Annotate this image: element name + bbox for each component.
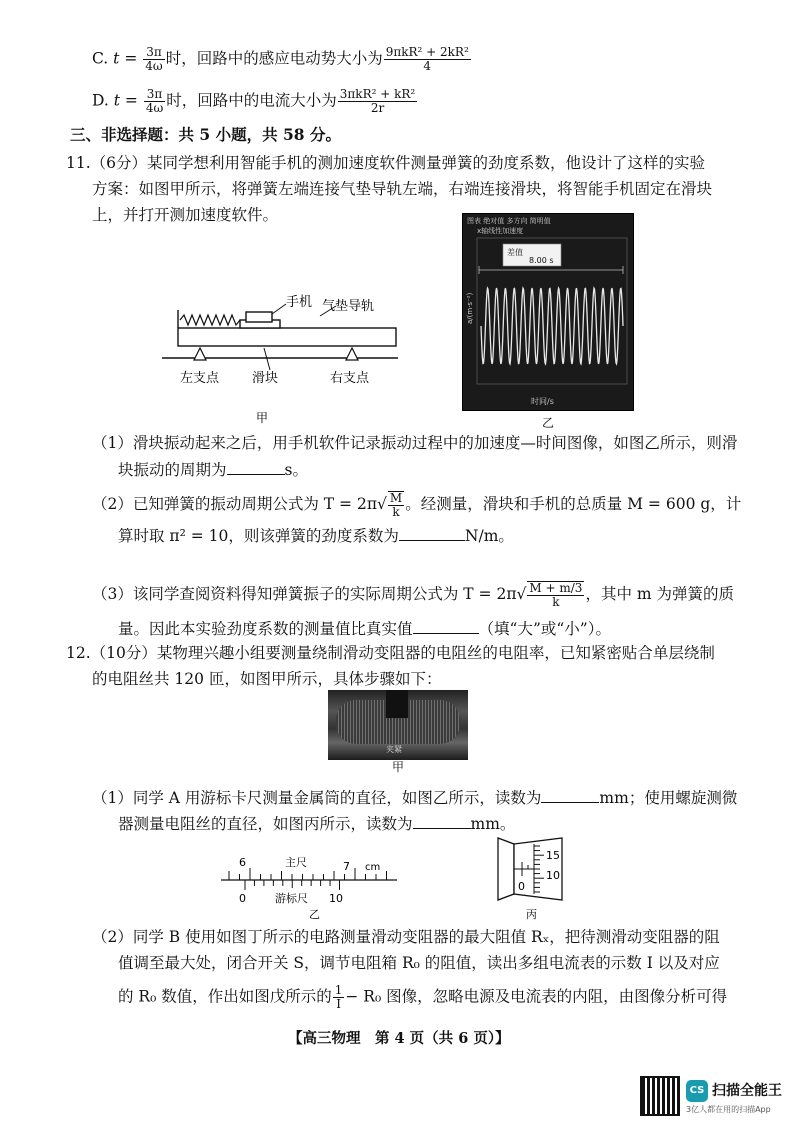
q11-part2-line1: （2）已知弹簧的振动周期公式为 T = 2π√ $\frac{M}{k}$ 。经测量，滑块和手机的总质量 M = 600 g，计 [92, 491, 742, 519]
answer-blank-compare[interactable] [413, 617, 479, 634]
section-heading: 三、非选择题：共 5 小题，共 58 分。 [70, 125, 341, 144]
acceleration-wave [481, 288, 623, 364]
caliper-vernier-10: 10 [329, 892, 343, 905]
label-slider: 滑块 [252, 371, 279, 386]
qr-code-icon [640, 1076, 680, 1116]
q12-part2-line2: 值调至最大处，闭合开关 S，调节电阻箱 R₀ 的阻值，读出多组电流表的示数 I 以及对应 [118, 954, 720, 972]
acceleration-plot [463, 214, 633, 410]
label-right-support: 右支点 [330, 371, 370, 386]
micrometer-zero: 0 [518, 880, 525, 893]
caliper-vernier-0: 0 [239, 892, 246, 905]
answer-blank-micrometer[interactable] [413, 812, 471, 829]
phone-ylabel: a/(m·s⁻²) [466, 292, 474, 324]
answer-blank-period[interactable] [227, 458, 285, 475]
figure-vernier-caliper [215, 848, 405, 920]
scanner-watermark [640, 1072, 796, 1120]
q11-part3-line2: 量。因此本实验劲度系数的测量值比真实值 （填“大”或“小”）。 [118, 617, 611, 640]
q11-part1-line1: （1）滑块振动起来之后，用手机软件记录振动过程中的加速度—时间图像，如图乙所示，则滑 [92, 434, 738, 452]
watermark-subtitle: 3亿人都在用的扫描App [686, 1105, 771, 1114]
figure-rheostat-photo [328, 690, 468, 760]
caption-caliper: 乙 [309, 908, 320, 920]
label-left-support: 左支点 [180, 371, 220, 386]
q11-part1-line2: 块振动的周期为 s。 [118, 458, 308, 481]
figure-phone-graph [462, 213, 634, 411]
caliper-main-7: 7 [343, 860, 350, 873]
option-d: D. t = $\frac{3\pi}{4\omega}$ 时，回路中的电流大小为 $\frac{\text{3πkR² + kR²}}{2r}$ [92, 87, 416, 115]
caption-micrometer: 丙 [526, 908, 537, 921]
phone-xlabel: 时间/s [531, 397, 554, 406]
figure-air-track [140, 290, 420, 425]
cs-logo-icon: CS [686, 1080, 708, 1102]
option-c: C. t = $\frac{3\pi}{4\omega}$ 时，回路中的感应电动势大小为 $\frac{\text{9πkR² + 2kR²}}{4}$ [92, 45, 469, 73]
photo-inner-label: 夹紧 [386, 745, 402, 754]
micrometer-15: 15 [546, 849, 560, 862]
q12-line2: 的电阻丝共 120 匝，如图甲所示，具体步骤如下： [92, 670, 442, 688]
caliper-main-label: 主尺 [285, 856, 307, 869]
label-rail: 气垫导轨 [322, 299, 375, 314]
q11-line1: 11.（6分）某同学想利用智能手机的测加速度软件测量弹簧的劲度系数，他设计了这样的实验 [66, 154, 706, 172]
q12-part1-line1: （1）同学 A 用游标卡尺测量金属筒的直径，如图乙所示，读数为 mm；使用螺旋测微 [92, 786, 737, 809]
q11-line2: 方案：如图甲所示，将弹簧左端连接气垫导轨左端，右端连接滑块，将智能手机固定在滑块 [92, 180, 713, 198]
phone-subtitle: x轴线性加速度 [477, 227, 524, 235]
caliper-main-6: 6 [239, 856, 246, 869]
micrometer-10: 10 [546, 869, 560, 882]
answer-blank-stiffness[interactable] [399, 524, 465, 541]
q12-part1-line2: 器测量电阻丝的直径，如图丙所示，读数为 mm。 [118, 812, 515, 835]
diff-label: 差值 [507, 248, 523, 257]
q12-line1: 12.（10分）某物理兴趣小组要测量绕制滑动变阻器的电阻丝的电阻率，已知紧密贴合单层绕制 [66, 644, 715, 662]
caption-photo-jia: 甲 [392, 760, 405, 774]
q11-part3-line1: （3）该同学查阅资料得知弹簧振子的实际周期公式为 T = 2π√ $\frac{M + m/3}{k}$ ，其中 m 为弹簧的质 [92, 581, 734, 609]
watermark-title: 扫描全能王 [712, 1083, 782, 1099]
caption-jia: 甲 [256, 411, 269, 425]
q11-part2-line2: 算时取 π² = 10，则该弹簧的劲度系数为 N/m。 [118, 524, 514, 547]
figure-micrometer [490, 832, 590, 922]
caliper-vernier-label: 游标尺 [275, 892, 308, 905]
diff-value: 8.00 s [529, 256, 554, 265]
answer-blank-caliper[interactable] [541, 786, 599, 803]
phone-menu-bar: 图表 绝对值 多方向 简明值 [467, 217, 551, 225]
caliper-unit: cm [365, 862, 381, 873]
page-footer: 【高三物理 第 4 页（共 6 页）】 [288, 1030, 510, 1047]
caption-yi: 乙 [542, 416, 555, 430]
label-phone: 手机 [286, 295, 313, 310]
q11-line3: 上，并打开测加速度软件。 [92, 206, 279, 224]
q12-part2-line1: （2）同学 B 使用如图丁所示的电路测量滑动变阻器的最大阻值 Rₓ，把待测滑动变阻器的阻 [92, 928, 720, 946]
q12-part2-line3: 的 R₀ 数值，作出如图戊所示的 $\frac{1}{I}$ − R₀ 图像，忽略电源及电流表的内阻，由图像分析可得 [118, 983, 728, 1011]
